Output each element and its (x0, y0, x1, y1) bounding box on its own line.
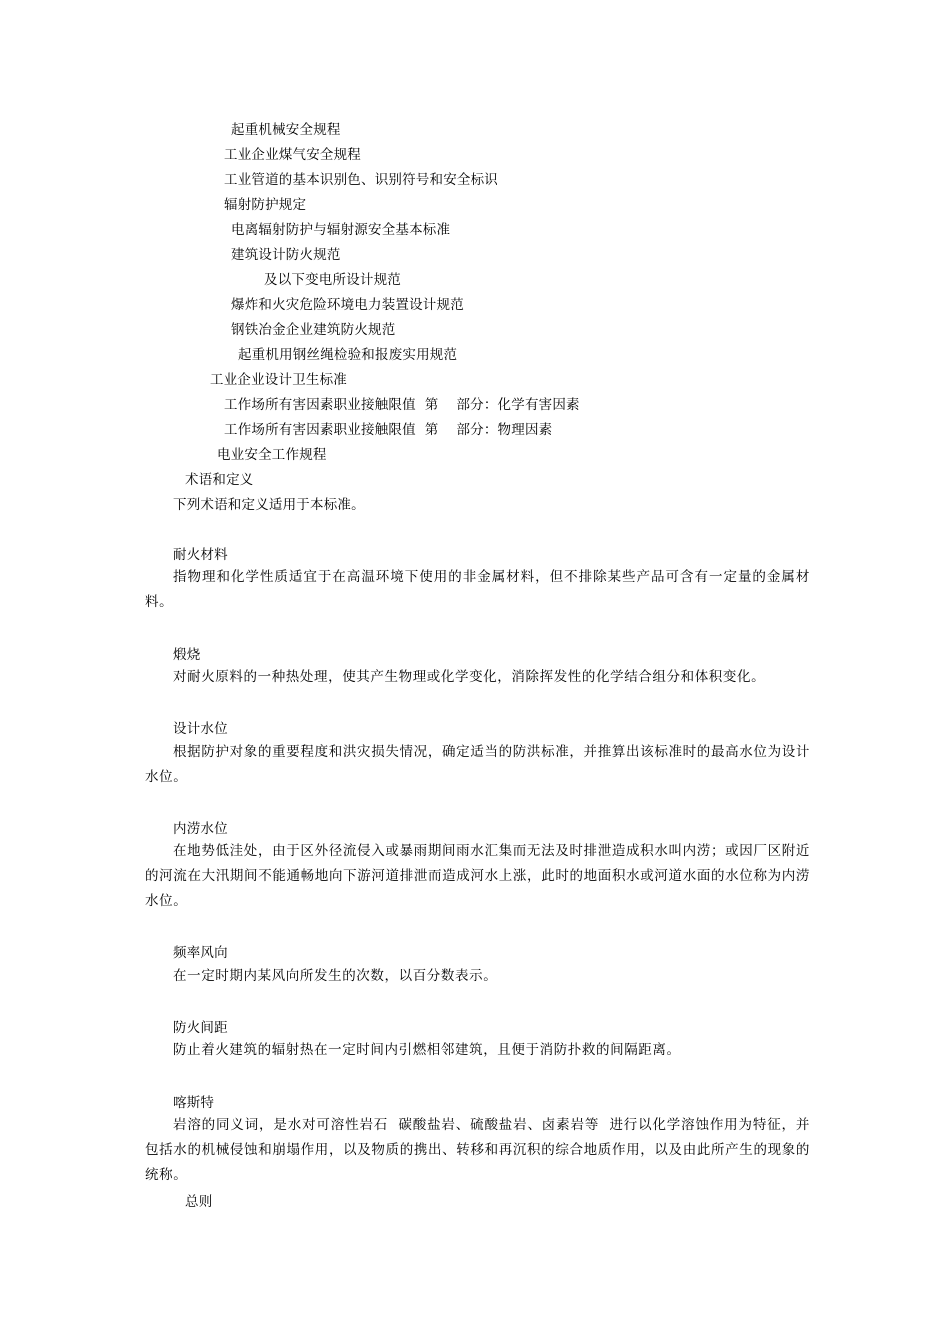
section-heading-general: 总则 (185, 1194, 213, 1210)
reference-item: 工业管道的基本识别色、识别符号和安全标识 (224, 172, 498, 188)
term-definition: 指物理和化学性质适宜于在高温环境下使用的非金属材料，但不排除某些产品可含有一定量的金属材料。 (145, 569, 810, 610)
term-name: 设计水位 (173, 721, 228, 737)
reference-item: 工业企业煤气安全规程 (224, 147, 361, 163)
term-name: 频率风向 (173, 945, 228, 961)
term-definition: 对耐火原料的一种热处理，使其产生物理或化学变化，消除挥发性的化学结合组分和体积变化。 (173, 669, 766, 685)
section-heading-terms: 术语和定义 (185, 472, 254, 488)
reference-item: 辐射防护规定 (224, 197, 307, 213)
reference-item: 起重机械安全规程 (231, 122, 341, 138)
reference-item: 及以下变电所设计规范 (264, 272, 401, 288)
term-definition: 岩溶的同义词，是水对可溶性岩石 碳酸盐岩、硫酸盐岩、卤素岩等 进行以化学溶蚀作用为特征，并包括水的机械侵蚀和崩塌作用，以及物质的携出、转移和再沉积的综合地质作用，以及由此所产生的现象的统称。 (145, 1117, 810, 1183)
reference-item: 电离辐射防护与辐射源安全基本标准 (231, 222, 451, 238)
term-definition: 在一定时期内某风向所发生的次数，以百分数表示。 (173, 968, 498, 984)
reference-item: 工作场所有害因素职业接触限值 第 部分：物理因素 (224, 422, 553, 438)
term-name: 耐火材料 (173, 547, 228, 563)
term-name: 喀斯特 (173, 1095, 215, 1111)
reference-item: 工业企业设计卫生标准 (210, 372, 347, 388)
reference-item: 工作场所有害因素职业接触限值 第 部分：化学有害因素 (224, 397, 580, 413)
term-name: 内涝水位 (173, 821, 228, 837)
reference-item: 钢铁冶金企业建筑防火规范 (231, 322, 396, 338)
term-name: 防火间距 (173, 1020, 228, 1036)
term-definition: 根据防护对象的重要程度和洪灾损失情况，确定适当的防洪标准，并推算出该标准时的最高水位为设计水位。 (145, 744, 810, 785)
term-definition: 在地势低洼处，由于区外径流侵入或暴雨期间雨水汇集而无法及时排泄造成积水叫内涝；或因厂区附近的河流在大汛期间不能通畅地向下游河道排泄而造成河水上涨，此时的地面积水或河道水面的水位称为内涝水位。 (145, 843, 810, 909)
reference-item: 爆炸和火灾危险环境电力装置设计规范 (231, 297, 464, 313)
reference-item: 电业安全工作规程 (217, 447, 327, 463)
reference-item: 起重机用钢丝绳检验和报废实用规范 (238, 347, 458, 363)
section-intro: 下列术语和定义适用于本标准。 (173, 497, 365, 513)
reference-item: 建筑设计防火规范 (231, 247, 341, 263)
term-name: 煅烧 (173, 647, 201, 663)
term-definition: 防止着火建筑的辐射热在一定时间内引燃相邻建筑，且便于消防扑救的间隔距离。 (173, 1042, 681, 1058)
